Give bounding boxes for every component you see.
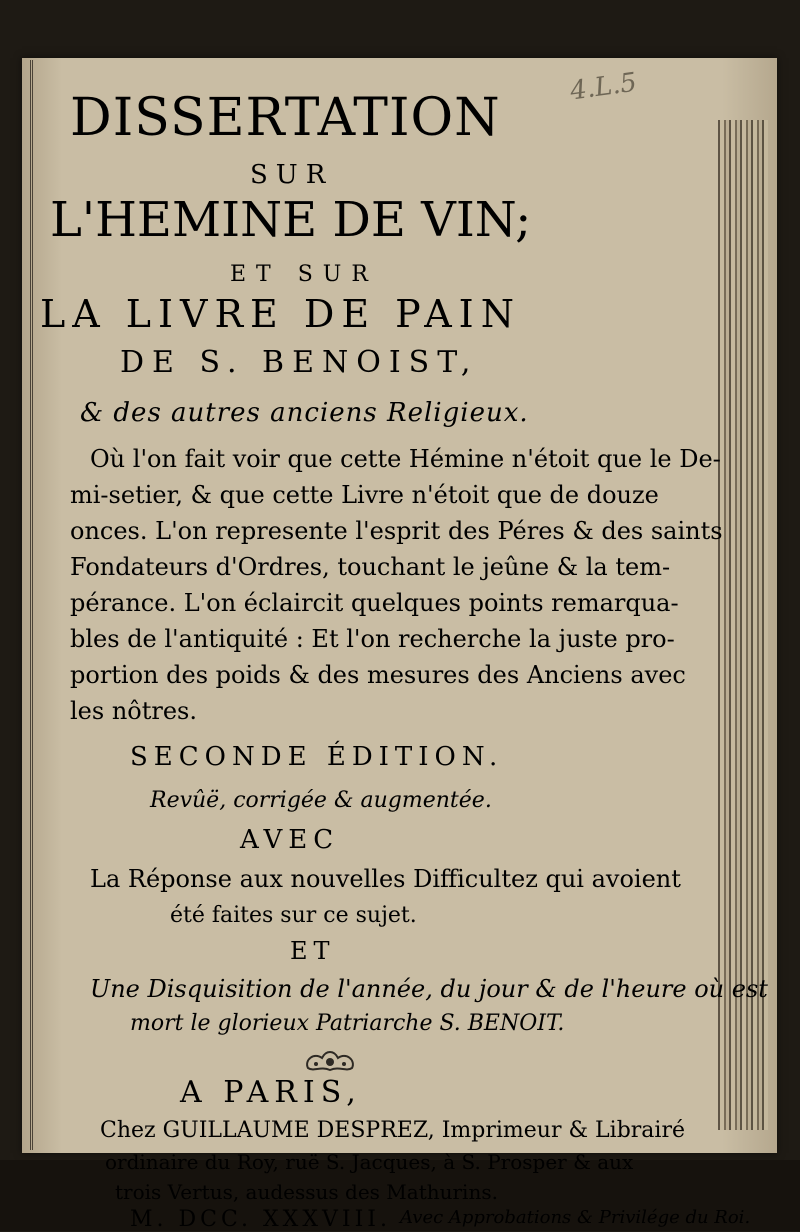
description-line: portion des poids & des mesures des Anciens avec — [70, 661, 686, 689]
imprint-line: Chez GUILLAUME DESPREZ, Imprimeur & Librairé — [100, 1118, 685, 1143]
description-line: Fondateurs d'Ordres, touchant le jeûne & la tem- — [70, 553, 671, 581]
description-line: les nôtres. — [70, 697, 197, 725]
handwritten-note: 4.L.5 — [568, 67, 639, 107]
description-line: mi-setier, & que cette Livre n'étoit que de douze — [70, 481, 659, 509]
imprint-date: M. DCC. XXXVIII. — [130, 1207, 391, 1232]
title-livre: LA LIVRE DE PAIN — [40, 292, 521, 336]
description-line: onces. L'on represente l'esprit des Péres & des saints — [70, 517, 723, 545]
title-autres: & des autres anciens Religieux. — [80, 398, 529, 428]
printer-ornament-icon — [300, 1046, 360, 1078]
imprint-line: ordinaire du Roy, ruë S. Jacques, à S. Prosper & aux — [105, 1150, 634, 1174]
edition-label: SECONDE ÉDITION. — [130, 742, 504, 772]
reponse-line: été faites sur ce sujet. — [170, 903, 417, 928]
disquisition-line: Une Disquisition de l'année, du jour & de l'heure où est — [90, 975, 768, 1003]
imprint-privilege: Avec Approbations & Privilége du Roi. — [400, 1207, 751, 1228]
title-dissertation: DISSERTATION — [70, 88, 501, 148]
avec-label: AVEC — [240, 825, 340, 855]
imprint-line: trois Vertus, audessus des Mathurins. — [115, 1180, 498, 1204]
title-et-sur: ET SUR — [230, 262, 378, 287]
reponse-line: La Réponse aux nouvelles Difficultez qui avoient — [90, 865, 681, 893]
imprint-city: A PARIS, — [180, 1075, 362, 1110]
revue-label: Revûë, corrigée & augmentée. — [150, 788, 492, 813]
page-left-edge — [30, 60, 43, 1150]
title-hemine: L'HEMINE DE VIN; — [50, 192, 532, 248]
description-line: bles de l'antiquité : Et l'on recherche la juste pro- — [70, 625, 675, 653]
et-label: ET — [290, 937, 336, 965]
description-line: Où l'on fait voir que cette Hémine n'étoit que le De- — [90, 445, 721, 473]
description-line: pérance. L'on éclaircit quelques points remarqua- — [70, 589, 679, 617]
title-benoist: DE S. BENOIST, — [120, 345, 479, 380]
disquisition-line: mort le glorieux Patriarche S. BENOIT. — [130, 1011, 565, 1036]
title-sur: SUR — [250, 160, 334, 190]
